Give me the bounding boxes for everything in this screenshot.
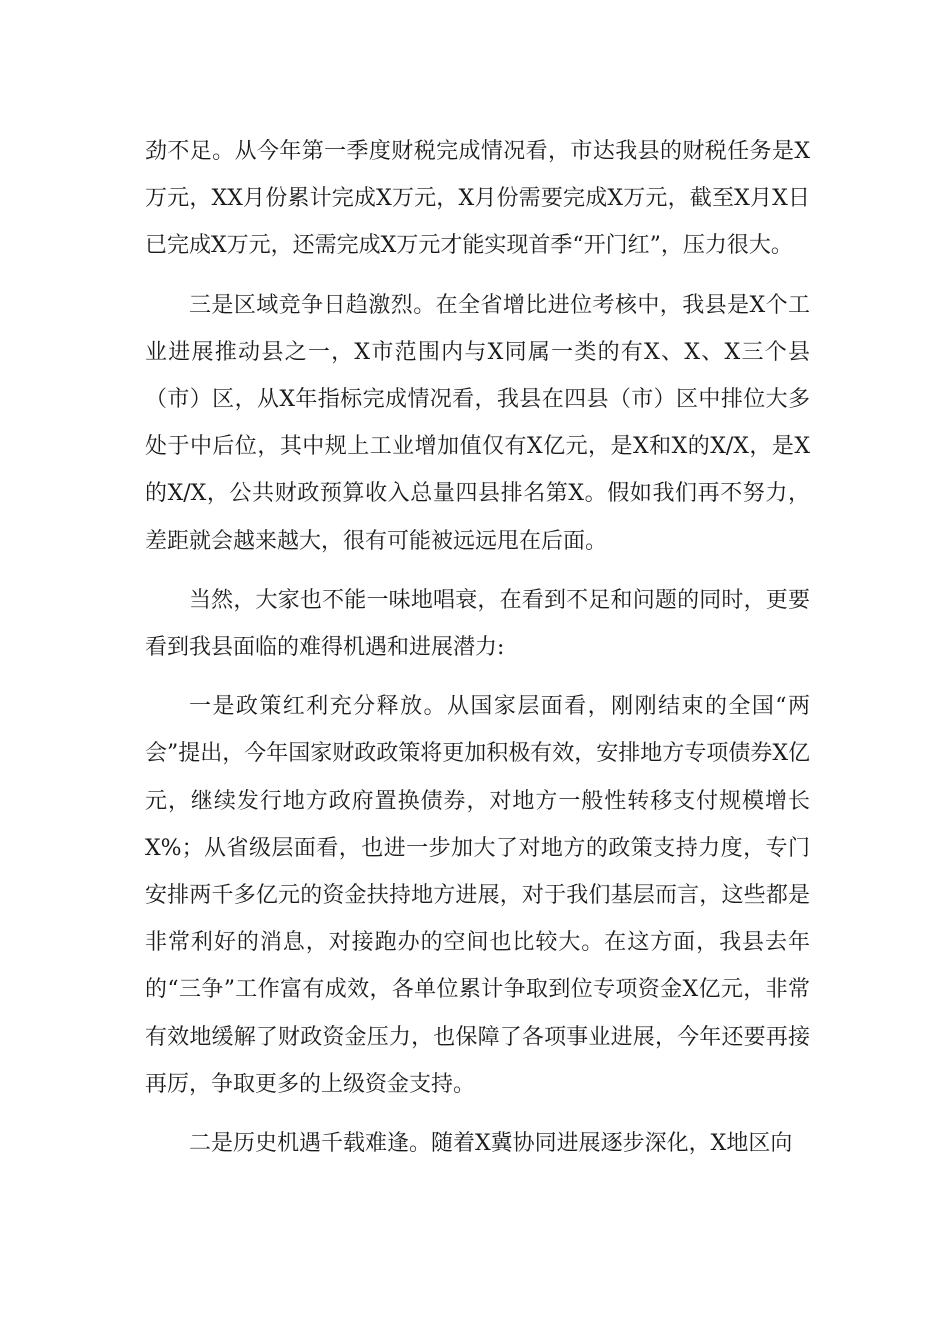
paragraph-opportunities-intro: 当然，大家也不能一味地唱衰，在看到不足和问题的同时，更要看到我县面临的难得机遇和进展潜力:: [145, 587, 810, 661]
document-body: [145, 128, 810, 1179]
paragraph-historic-opportunity: 二是历史机遇千载难逢。随着X冀协同进展逐步深化，X地区向: [189, 1131, 793, 1157]
paragraph-regional-competition: 三是区域竞争日趋激烈。在全省增比进位考核中，我县是X个工业进展推动县之一，X市范围内与X同属一类的有X、X、X三个县（市）区，从X年指标完成情况看，我县在四县（市）区中排位大多处于中后位，其中规上工业增加值仅有X亿元，是X和X的X/X，是X的X/X，公共财政预算收入总量四县排名第X。假如我们再不努力，差距就会越来越大，很有可能被远远甩在后面。: [145, 292, 810, 554]
paragraph-policy-dividends: 一是政策红利充分释放。从国家层面看，刚刚结束的全国“两会”提出，今年国家财政政策将更加积极有效，安排地方专项债券X亿元，继续发行地方政府置换债券，对地方一般性转移支付规模增长X%；从省级层面看，也进一步加大了对地方的政策支持力度，专门安排两千多亿元的资金扶持地方进展，对于我们基层而言，这些都是非常利好的消息，对接跑办的空间也比较大。在这方面，我县去年的“三争”工作富有成效，各单位累计争取到位专项资金X亿元，非常有效地缓解了财政资金压力，也保障了各项事业进展，今年还要再接再厉，争取更多的上级资金支持。: [145, 694, 810, 1097]
paragraph-continuation: 劲不足。从今年第一季度财税完成情况看，市达我县的财税任务是X万元，XX月份累计完成X万元，X月份需要完成X万元，截至X月X日已完成X万元，还需完成X万元才能实现首季“开门红”，压力很大。: [145, 139, 810, 259]
